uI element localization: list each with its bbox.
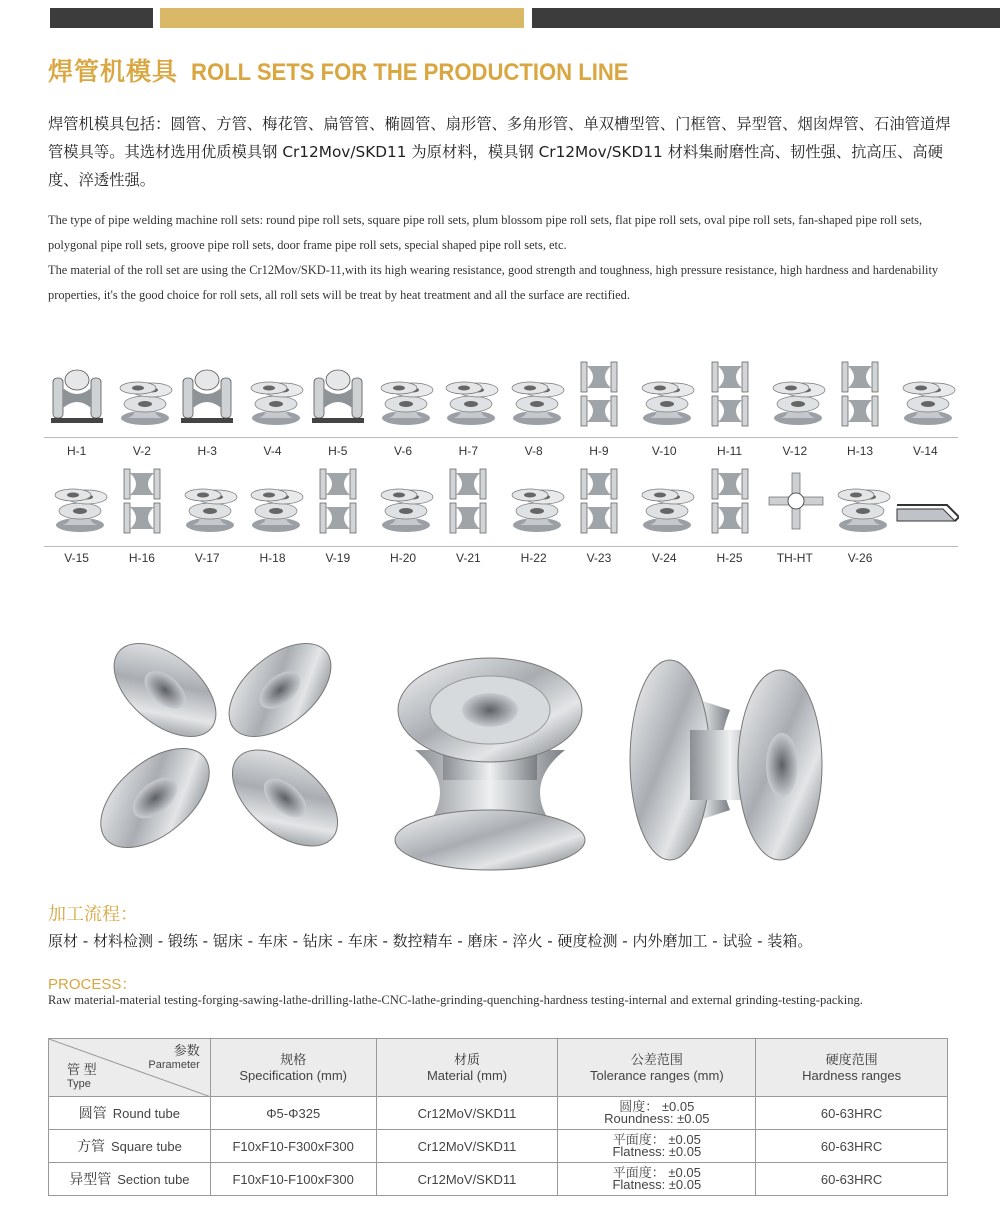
roll-set-label: V-24	[651, 551, 677, 565]
intro-cn: 焊管机模具包括：圆管、方管、梅花管、扁管管、椭圆管、扇形管、多角形管、单双槽型管、门框管、异型管、烟囱焊管、石油管道焊管模具等。其选材选用优质模具钢 Cr12Mov/SKD11 为原材料，模具钢 Cr12Mov/SKD11 材料集耐磨性高、韧性强、抗高压、高硬度、淬透性强。	[48, 115, 951, 189]
roll-set-thumbnail	[895, 360, 955, 460]
roll-set-vstack-image	[504, 467, 568, 537]
roll-set-hpair-image	[700, 467, 764, 537]
roll-set-label: H-1	[66, 444, 87, 458]
roll-set-label: H-3	[197, 444, 217, 458]
header-material	[376, 1039, 558, 1097]
roll-set-label: V-26	[847, 551, 873, 565]
row-hardness: 60-63HRC	[756, 1163, 948, 1196]
row-type-name	[49, 1130, 211, 1163]
roll-set-thumbnail	[700, 360, 760, 460]
roll-set-thumbnail	[765, 360, 825, 460]
roll-set-thumbnail	[438, 360, 498, 460]
roll-set-label: H-13	[847, 444, 874, 458]
roll-set-label: H-20	[390, 551, 417, 565]
roll-set-label: V-8	[524, 444, 543, 458]
roll-set-label: H-25	[716, 551, 743, 565]
roll-set-thumbnail	[47, 360, 107, 460]
spec-table	[48, 1038, 948, 1196]
roll-set-label: V-12	[782, 444, 808, 458]
roll-set-thumbnail	[634, 360, 694, 460]
table-row	[49, 1163, 948, 1196]
roll-set-hpair-image	[700, 360, 764, 430]
roll-set-label: H-5	[328, 444, 348, 458]
roll-set-tube-image	[895, 467, 959, 537]
corner-param-en: Parameter	[148, 1059, 200, 1071]
roll-set-thumbnail	[569, 360, 629, 460]
spec-table-header-row	[49, 1039, 948, 1097]
header-hardness-en: Hardness ranges	[802, 1067, 902, 1083]
page-title-en: ROLL SETS FOR THE PRODUCTION LINE	[191, 59, 629, 86]
intro-en-paragraph-2: The material of the roll set are using the Cr12Mov/SKD-11,with its high wearing resistance, good strength and toughness, high pressure resistance, high hardness and hardenability properties, it's the good choice for roll sets, all roll sets will be treat by heat treatment and all the surface are rectified.	[48, 263, 939, 302]
roll-set-hpair-image	[569, 360, 633, 430]
intro-en-paragraph-1: The type of pipe welding machine roll sets: round pipe roll sets, square pipe roll sets, plum blossom pipe roll sets, flat pipe roll sets, oval pipe roll sets, fan-shaped pipe roll sets, polygonal pipe roll sets, groove pipe roll sets, door frame pipe roll sets, special shaped pipe roll sets, etc.	[48, 213, 923, 252]
roll-set-thumbnail	[504, 467, 564, 567]
roll-set-label: TH-HT	[776, 551, 813, 565]
header-material-cn: 材质	[454, 1051, 481, 1067]
roll-set-thumbnail	[569, 467, 629, 567]
roll-set-thumbnail	[438, 467, 498, 567]
roll-set-thumbnail	[373, 360, 433, 460]
gallery-divider-1	[44, 437, 958, 438]
row-tolerance-en: Flatness: ±0.05	[612, 1144, 702, 1159]
roll-set-hpair-image	[112, 467, 176, 537]
roll-set-thumbnail	[177, 360, 237, 460]
row-type-cn: 方管	[76, 1138, 105, 1154]
horizontal-roll-photo	[630, 660, 822, 860]
header-hardness-cn: 硬度范围	[825, 1051, 878, 1067]
row-material: Cr12MoV/SKD11	[376, 1130, 558, 1163]
roll-set-label: V-21	[456, 551, 481, 565]
row-tolerance-en: Roundness: ±0.05	[604, 1111, 710, 1126]
roll-set-hpair-image	[308, 467, 372, 537]
roll-set-thumbnail	[700, 467, 760, 567]
roll-set-thumbnail	[504, 360, 564, 460]
header-hardness	[756, 1039, 948, 1097]
roll-set-thumbnail	[308, 360, 368, 460]
roll-set-thumbnail	[830, 467, 890, 567]
roll-set-hstand-image	[47, 360, 111, 430]
roll-set-thumbnail	[47, 467, 107, 567]
roll-set-thumbnail	[765, 467, 825, 567]
roll-set-thumbnail	[830, 360, 890, 460]
process-text-cn: 原材 - 材料检测 - 锻练 - 锯床 - 车床 - 钻床 - 车床 - 数控精车 - 磨床 - 淬火 - 硬度检测 - 内外磨加工 - 试验 - 装箱。	[48, 932, 813, 950]
gallery-divider-2	[44, 546, 958, 547]
row-tolerance-en: Flatness: ±0.05	[612, 1177, 702, 1192]
header-specification	[210, 1039, 376, 1097]
disc-set-photo	[83, 625, 355, 866]
roll-set-vstack-image	[765, 360, 829, 430]
roll-set-thumbnail	[112, 467, 172, 567]
roll-set-label: H-18	[259, 551, 286, 565]
row-material: Cr12MoV/SKD11	[376, 1097, 558, 1130]
roll-set-thumbnail	[243, 360, 303, 460]
roll-set-label: H-7	[458, 444, 479, 458]
roll-set-label: V-2	[132, 444, 151, 458]
roll-set-label: V-17	[194, 551, 220, 565]
intro-en	[48, 208, 953, 308]
row-type-en: Square tube	[110, 1139, 182, 1154]
roll-set-hstand-image	[308, 360, 372, 430]
roll-set-vstack-image	[373, 360, 437, 430]
roll-set-hstand-image	[177, 360, 241, 430]
roll-product-photos	[70, 620, 830, 890]
corner-param-cn: 参数	[173, 1043, 200, 1058]
roll-set-label: H-16	[128, 551, 155, 565]
roll-set-label: V-15	[64, 551, 89, 565]
header-material-en: Material (mm)	[426, 1067, 508, 1083]
header-tolerance-cn: 公差范围	[630, 1051, 683, 1067]
row-tolerance	[558, 1097, 756, 1130]
table-row	[49, 1097, 948, 1130]
roll-set-label: V-19	[325, 551, 351, 565]
roll-set-thumbnail	[634, 467, 694, 567]
roll-set-vstack-image	[634, 467, 698, 537]
page-title-cn: 焊管机模具	[48, 57, 179, 86]
roll-set-vstack-image	[177, 467, 241, 537]
row-spec: F10xF10-F300xF300	[210, 1130, 376, 1163]
roll-set-hpair-image	[438, 467, 502, 537]
row-tolerance-cn: 平面度： ±0.05	[612, 1132, 701, 1147]
process-text-en: Raw material-material testing-forging-sawing-lathe-drilling-lathe-CNC-lathe-grinding-quenching-hardness testing-internal and external grinding-testing-packing.	[48, 993, 863, 1007]
row-tolerance-cn: 平面度： ±0.05	[612, 1165, 701, 1180]
corner-type-cn: 管 型	[67, 1062, 97, 1077]
row-tolerance-cn: 圆度： ±0.05	[619, 1099, 695, 1114]
roll-set-label: H-22	[520, 551, 547, 565]
row-type-en: Section tube	[117, 1172, 190, 1187]
roll-set-cross-image	[765, 467, 829, 537]
roll-set-vstack-image	[438, 360, 502, 430]
roll-set-label: V-6	[394, 444, 413, 458]
roll-set-vstack-image	[895, 360, 959, 430]
row-tolerance	[558, 1163, 756, 1196]
row-spec: Φ5-Φ325	[210, 1097, 376, 1130]
row-hardness: 60-63HRC	[756, 1130, 948, 1163]
roll-set-label: H-11	[716, 444, 743, 458]
roll-set-vstack-image	[243, 467, 307, 537]
roll-set-label: V-23	[586, 551, 612, 565]
header-tolerance-en: Tolerance ranges (mm)	[590, 1067, 724, 1083]
row-tolerance	[558, 1130, 756, 1163]
corner-type-en: Type	[67, 1078, 91, 1090]
roll-set-thumbnail	[177, 467, 237, 567]
roll-set-vstack-image	[634, 360, 698, 430]
top-bar-dark-right	[532, 8, 1000, 28]
row-type-cn: 圆管	[78, 1105, 107, 1121]
roll-set-vstack-image	[504, 360, 568, 430]
roll-set-label: V-4	[263, 444, 282, 458]
header-corner-cell	[49, 1039, 211, 1097]
process-title-en: PROCESS：	[48, 976, 137, 993]
row-type-name	[49, 1163, 211, 1196]
roll-set-hpair-image	[569, 467, 633, 537]
page-title	[48, 52, 667, 88]
roll-set-vstack-image	[243, 360, 307, 430]
header-specification-en: Specification (mm)	[239, 1067, 348, 1083]
roll-set-thumbnail	[308, 467, 368, 567]
row-spec: F10xF10-F100xF300	[210, 1163, 376, 1196]
roll-set-vstack-image	[373, 467, 437, 537]
roll-set-vstack-image	[112, 360, 176, 430]
roll-set-thumbnail	[112, 360, 172, 460]
header-tolerance	[558, 1039, 756, 1097]
roll-set-vstack-image	[47, 467, 111, 537]
top-bar-dark-left	[50, 8, 153, 28]
header-specification-cn: 规格	[280, 1051, 307, 1067]
row-material: Cr12MoV/SKD11	[376, 1163, 558, 1196]
roll-set-label: H-9	[589, 444, 609, 458]
roll-set-thumbnail	[373, 467, 433, 567]
roll-set-vstack-image	[830, 467, 894, 537]
roll-set-thumbnail	[243, 467, 303, 567]
table-row	[49, 1130, 948, 1163]
process-title-cn: 加工流程：	[48, 904, 138, 925]
roll-set-label: V-14	[913, 444, 938, 458]
row-type-name	[49, 1097, 211, 1130]
roll-set-thumbnail	[895, 467, 955, 567]
roll-set-hpair-image	[830, 360, 894, 430]
row-hardness: 60-63HRC	[756, 1097, 948, 1130]
roll-set-label: V-10	[651, 444, 677, 458]
row-type-en: Round tube	[112, 1106, 180, 1121]
row-type-cn: 异型管	[69, 1171, 112, 1187]
vertical-roll-photo	[395, 658, 585, 870]
top-bar-gold	[160, 8, 524, 28]
